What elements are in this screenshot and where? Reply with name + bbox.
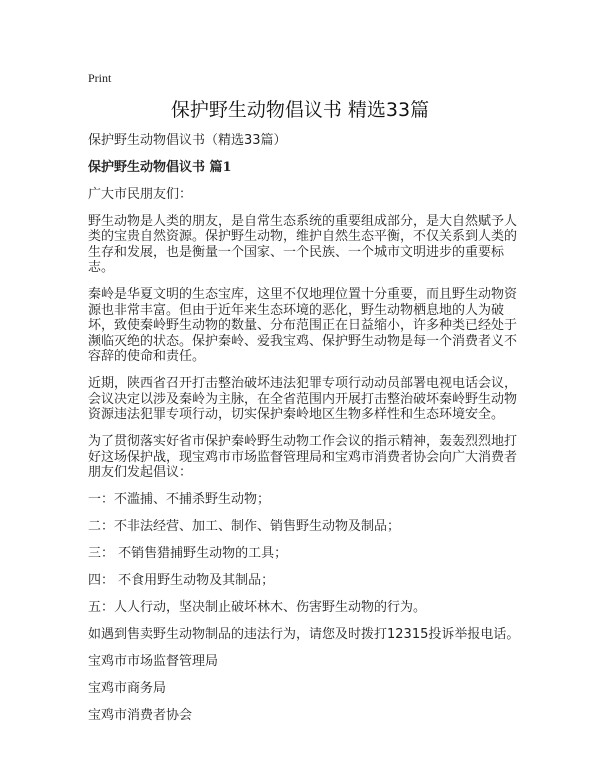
list-item: 四： 不食用野生动物及其制品； — [88, 573, 275, 588]
greeting: 广大市民朋友们： — [88, 186, 193, 202]
list-item: 五：人人行动，坚决制止破坏林木、伤害野生动物的行为。 — [88, 600, 427, 615]
signature: 宝鸡市商务局 — [88, 681, 167, 696]
report-line: 如遇到售卖野生动物制品的违法行为，请您及时拨打12315投诉举报电话。 — [88, 627, 520, 642]
signature: 宝鸡市市场监督管理局 — [88, 654, 219, 669]
paragraph: 野生动物是人类的朋友，是自常生态系统的重要组成部分，是大自然赋予人类的宝贵自然资源。保护野生动物，维护自然生态平衡，不仅关系到人类的生存和发展，也是衡量一个国家、一个民族、一个城市文明进步的重要标志。 — [88, 213, 518, 275]
signature: 宝鸡市消费者协会 — [88, 708, 193, 723]
print-link[interactable]: Print — [88, 71, 112, 85]
paragraph: 为了贯彻落实好省市保护秦岭野生动物工作会议的指示精神，轰轰烈烈地打好这场保护战，现宝鸡市市场监督管理局和宝鸡市消费者协会向广大消费者朋友们发起倡议： — [88, 434, 518, 480]
subtitle: 保护野生动物倡议书（精选33篇） — [88, 132, 287, 148]
list-item: 二：不非法经营、加工、制作、销售野生动物及制品； — [88, 519, 401, 534]
list-item: 三： 不销售猎捕野生动物的工具； — [88, 546, 288, 561]
list-item: 一：不滥捕、不捕杀野生动物； — [88, 492, 271, 507]
page-title: 保护野生动物倡议书 精选33篇 — [170, 98, 430, 121]
section-heading: 保护野生动物倡议书 篇1 — [88, 159, 232, 175]
paragraph: 秦岭是华夏文明的生态宝库，这里不仅地理位置十分重要，而且野生动物资源也非常丰富。但由于近年来生态环境的恶化，野生动物栖息地的人为破坏，致使秦岭野生动物的数量、分布范围正在日益缩小，许多种类已经处于濒临灭绝的状态。保护秦岭、爱我宝鸡、保护野生动物是每一个消费者义不容辞的使命和责任。 — [88, 287, 518, 364]
paragraph: 近期，陕西省召开打击整治破坏违法犯罪专项行动动员部署电视电话会议，会议决定以涉及秦岭为主脉，在全省范围内开展打击整治破坏秦岭野生动物资源违法犯罪专项行动，切实保护秦岭地区生物多样性和生态环境安全。 — [88, 376, 518, 422]
